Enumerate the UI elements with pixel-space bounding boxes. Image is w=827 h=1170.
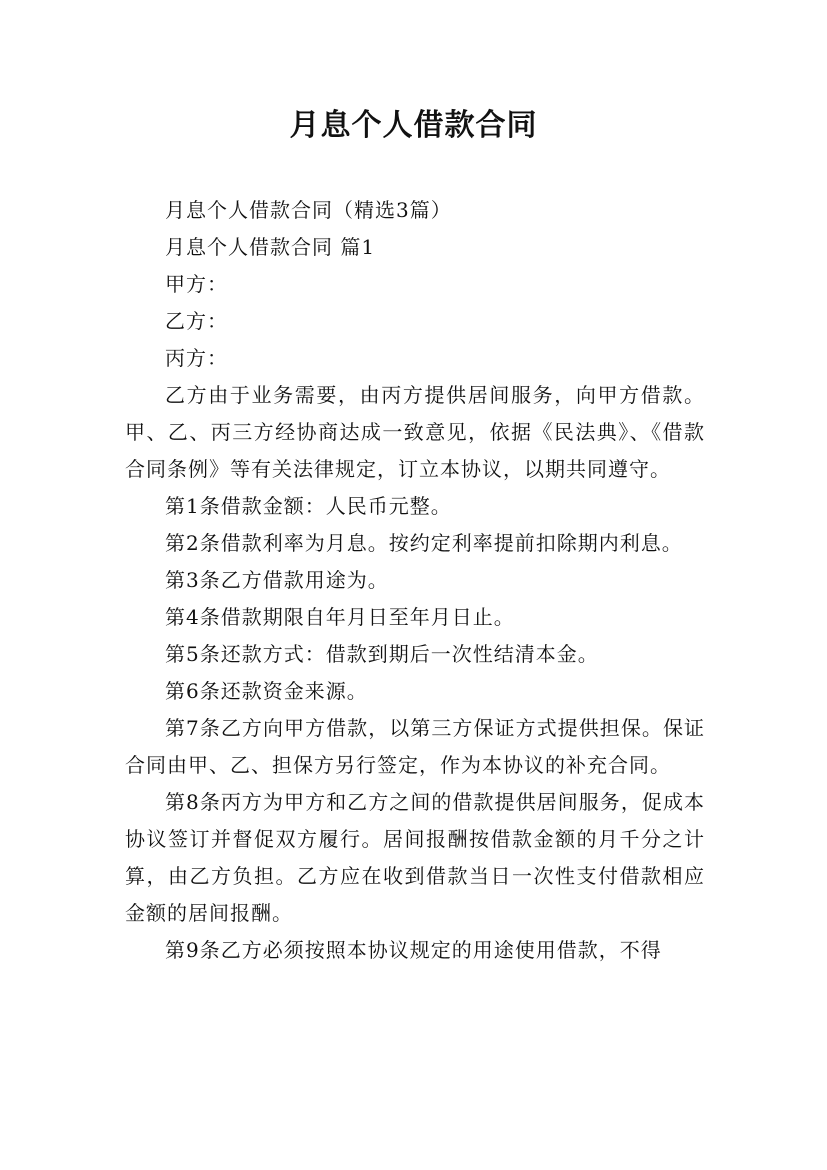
paragraph-section-heading: 月息个人借款合同 篇1 — [165, 235, 376, 259]
paragraph-article-1: 第1条借款金额：人民币元整。 — [165, 494, 452, 518]
paragraph-article-3: 第3条乙方借款用途为。 — [165, 568, 389, 592]
paragraph-article-4: 第4条借款期限自年月日至年月日止。 — [165, 605, 515, 629]
paragraph-party-a: 甲方： — [165, 272, 228, 296]
paragraph-party-b: 乙方： — [165, 309, 228, 333]
paragraph-subtitle: 月息个人借款合同（精选3篇） — [165, 198, 452, 222]
paragraph-article-2: 第2条借款利率为月息。按约定利率提前扣除期内利息。 — [165, 531, 683, 555]
paragraph-article-8: 第8条丙方为甲方和乙方之间的借款提供居间服务，促成本协议签订并督促双方履行。居间报酬按借款金额的月千分之计算，由乙方负担。乙方应在收到借款当日一次性支付借款相应金额的居间报酬。 — [125, 790, 705, 925]
paragraph-article-5: 第5条还款方式：借款到期后一次性结清本金。 — [165, 642, 599, 666]
paragraph-preamble: 乙方由于业务需要，由丙方提供居间服务，向甲方借款。甲、乙、丙三方经协商达成一致意见，依据《民法典》、《借款合同条例》等有关法律规定，订立本协议，以期共同遵守。 — [125, 383, 705, 481]
document-body — [125, 192, 705, 969]
paragraph-article-6: 第6条还款资金来源。 — [165, 679, 368, 703]
paragraph-article-7: 第7条乙方向甲方借款，以第三方保证方式提供担保。保证合同由甲、乙、担保方另行签定，作为本协议的补充合同。 — [125, 716, 705, 777]
document-title: 月息个人借款合同 — [289, 108, 538, 143]
paragraph-party-c: 丙方： — [165, 346, 228, 370]
paragraph-article-9: 第9条乙方必须按照本协议规定的用途使用借款，不得 — [165, 938, 662, 962]
